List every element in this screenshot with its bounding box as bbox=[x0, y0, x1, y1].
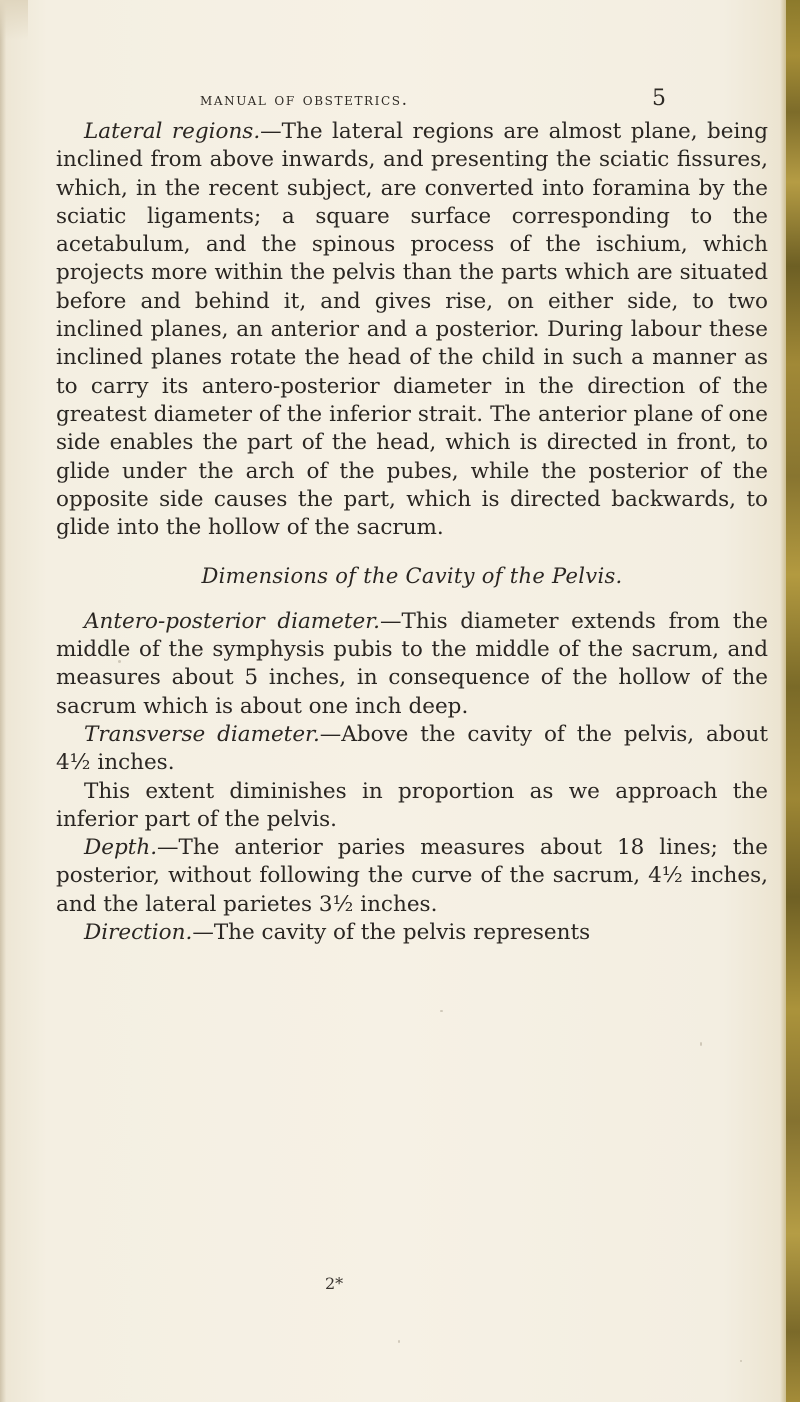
paper-speck bbox=[740, 1360, 742, 1362]
paragraph-antero-posterior bbox=[56, 608, 768, 721]
paragraph-lead: Direction. bbox=[84, 920, 193, 946]
paragraph-body: —This diameter extends from the middle of the symphysis pubis to the middle of the sacrum, and measures about 5 inches, in consequence of the hollow of the sacrum which is about one inch deep. bbox=[56, 608, 769, 719]
body-text bbox=[56, 118, 768, 947]
paragraph-lateral-regions bbox=[56, 118, 768, 542]
paragraph-direction bbox=[56, 919, 768, 947]
running-head-title: manual of obstetrics. bbox=[200, 90, 409, 110]
signature-mark: 2* bbox=[325, 1274, 344, 1293]
paragraph-lead: Transverse diameter. bbox=[84, 721, 320, 747]
paragraph-extent bbox=[56, 778, 768, 835]
paper-speck bbox=[700, 1042, 702, 1046]
paragraph-depth bbox=[56, 834, 768, 919]
section-heading: Dimensions of the Cavity of the Pelvis. bbox=[201, 564, 623, 589]
paragraph-transverse bbox=[56, 721, 768, 778]
running-head bbox=[0, 88, 786, 118]
page-edge-binding bbox=[786, 0, 800, 1402]
page-gutter-shadow bbox=[0, 0, 6, 1402]
paragraph-lead: Lateral regions. bbox=[84, 119, 261, 144]
paper-speck bbox=[118, 660, 121, 663]
paper-speck bbox=[398, 1340, 400, 1343]
paragraph-body: —Above the cavity of the pelvis, about 4½ inches. bbox=[56, 721, 768, 776]
paragraph-body: This extent diminishes in proportion as we approach the inferior part of the pelvis. bbox=[56, 778, 768, 832]
paragraph-lead: Depth. bbox=[84, 835, 158, 861]
paragraph-lead: Antero-posterior diameter. bbox=[84, 608, 381, 634]
paragraph-body: —The cavity of the pelvis represents bbox=[192, 920, 591, 946]
page-corner-shadow bbox=[0, 0, 28, 40]
paragraph-body: —The anterior paries measures about 18 lines; the posterior, without following the curve of the sacrum, 4½ inches, and the lateral parietes 3½ inches. bbox=[56, 835, 768, 917]
page-number: 5 bbox=[652, 86, 666, 111]
paper-speck bbox=[440, 1010, 443, 1012]
paragraph-body: —The lateral regions are almost plane, being inclined from above inwards, and presenting the sciatic fissures, which, in the recent subject, are converted into foramina by the sciatic ligaments; a square surface corresponding to the acetabulum, and the spinous process of the ischium, which projects more within the pelvis than the parts which are situated before and behind it, and gives rise, on either side, to two inclined planes, an anterior and a posterior. During labour these inclined planes rotate the head of the child in such a manner as to carry its antero-posterior diameter in the direction of the greatest diameter of the inferior strait. The anterior plane of one side enables the part of the head, which is directed in front, to glide under the arch of the pubes, while the posterior of the opposite side causes the part, which is directed backwards, to glide into the hollow of the sacrum. bbox=[56, 119, 768, 541]
